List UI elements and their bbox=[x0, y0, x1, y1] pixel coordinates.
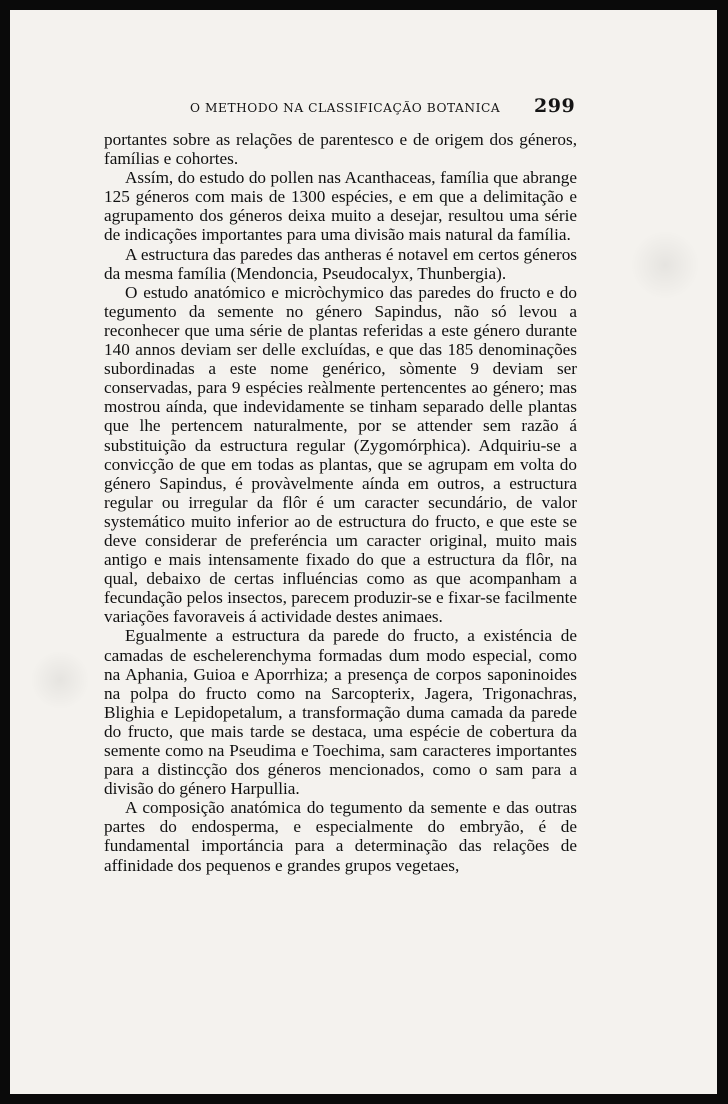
paragraph: A estructura das paredes das antheras é notavel em certos géneros da mesma família (Mendoncia, Pseudocalyx, Thunbergia). bbox=[104, 244, 577, 283]
paragraph: Assím, do estudo do pollen nas Acanthaceas, família que abrange 125 géneros com mais de 1300 espécies, e em que a delimitação e agrupamento dos géneros deixa muito a desejar, resultou uma série de indicações importantes para uma divisão mais natural da família. bbox=[104, 168, 577, 245]
paper-stain bbox=[630, 230, 700, 300]
body-text bbox=[104, 130, 577, 875]
book-page bbox=[10, 10, 717, 1094]
page-number: 299 bbox=[534, 95, 576, 117]
running-title: O METHODO NA CLASSIFICAÇÃO BOTANICA bbox=[190, 101, 501, 115]
paragraph: Egualmente a estructura da parede do fructo, a existéncia de camadas de eschelerenchyma formadas dum modo especial, como na Aphania, Guioa e Aporrhiza; a presença de corpos saponinoides na polpa do fructo como na Sarcopterix, Jagera, Trigonachras, Blighia e Lepidopetalum, a transformação duma camada da parede do fructo, que mais tarde se destaca, uma espécie de cobertura da semente como na Pseudima e Toechima, sam caracteres importantes para a distincção dos géneros mencionados, como o sam para a divisão do género Harpullia. bbox=[104, 626, 577, 799]
paragraph: portantes sobre as relações de parentesco e de origem dos géneros, famílias e cohortes. bbox=[104, 130, 577, 169]
paragraph: O estudo anatómico e micròchymico das paredes do fructo e do tegumento da semente no género Sapindus, não só levou a reconhecer que uma série de plantas referidas a este género durante 140 annos deviam ser delle excluídas, e que das 185 denominações subordinadas a este nome genérico, sòmente 9 deviam ser conservadas, para 9 espécies reàlmente pertencentes ao género; mas mostrou aínda, que indevidamente se tinham separado delle plantas que lhe pertencem naturalmente, por se attender sem razão á substituição da estructura regular (Zygomórphica). Adquiriu-se a convicção de que em todas as plantas, que se agrupam em volta do género Sapindus, é provàvelmente aínda em outros, a estructura regular ou irregular da flôr é um caracter secundário, de valor systemático muito inferior ao de estructura do fructo, e que este se deve considerar de preferéncia um caracter original, muito mais antigo e mais intensamente fixado do que a estructura da flôr, na qual, debaixo de certas influéncias como as que acompanham a fecundação pelos insectos, parecem produzir-se e fixar-se facilmente variações favoraveis á actividade destes animaes. bbox=[104, 282, 577, 627]
paper-stain bbox=[30, 650, 90, 710]
paragraph: A composição anatómica do tegumento da semente e das outras partes do endosperma, e especialmente do embryão, é de fundamental importáncia para a determinação das relações de affinidade dos pequenos e grandes grupos vegetaes, bbox=[104, 798, 577, 875]
running-header bbox=[10, 95, 717, 119]
